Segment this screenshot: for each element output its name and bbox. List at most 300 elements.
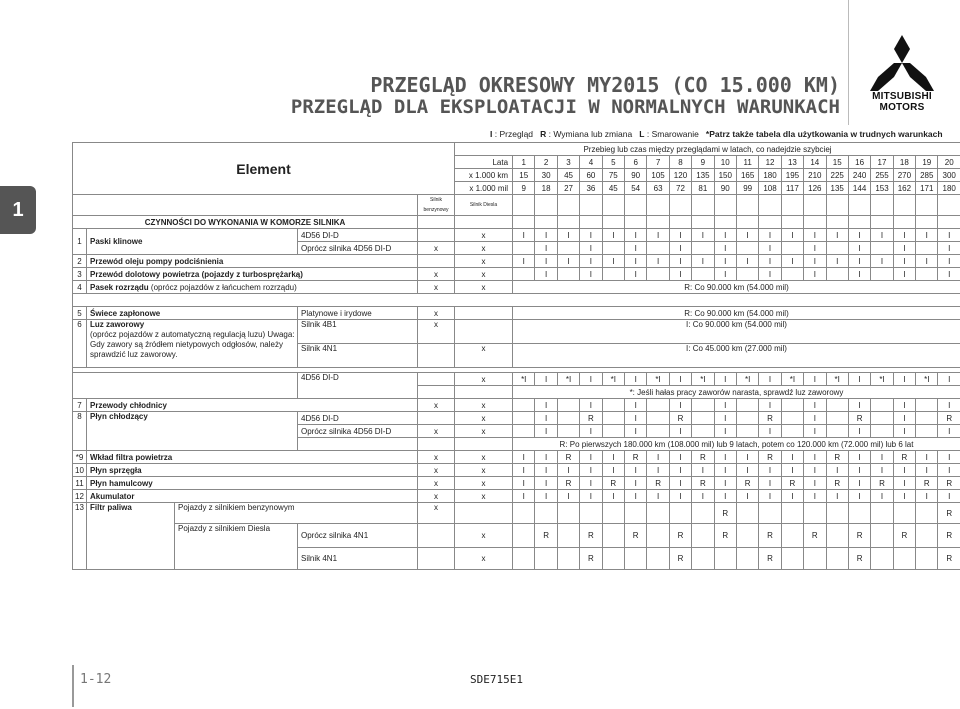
interval-cell: R (848, 412, 870, 425)
interval-cell (557, 399, 579, 412)
interval-cell: *I (692, 373, 714, 386)
blank (692, 216, 714, 229)
table-row (73, 268, 960, 281)
blank (848, 216, 870, 229)
petrol-mark: x (418, 268, 455, 281)
diesel-mark: x (455, 464, 513, 477)
mil-cell: 81 (692, 182, 714, 195)
interval-span: R: Po pierwszych 180.000 km (108.000 mil) lub 9 latach, potem co 120.000 km (72.000 mil) lub 6 lat (513, 438, 960, 451)
diesel-mark: x (455, 255, 513, 268)
interval-cell (669, 503, 691, 524)
brand-name: MITSUBISHI (872, 91, 932, 102)
interval-cell (916, 548, 938, 570)
element-header: Element (73, 143, 455, 195)
year-cell: 19 (916, 156, 938, 169)
km-cell: 135 (692, 169, 714, 182)
km-cell: 45 (557, 169, 579, 182)
interval-cell: R (714, 524, 736, 548)
interval-cell: I (513, 255, 535, 268)
interval-cell: I (535, 451, 557, 464)
interval-cell: I (669, 373, 691, 386)
interval-cell: I (938, 255, 960, 268)
interval-cell: *I (647, 373, 669, 386)
km-cell: 15 (513, 169, 535, 182)
interval-cell: R (759, 524, 781, 548)
blank (455, 386, 513, 399)
year-cell: 7 (647, 156, 669, 169)
interval-cell: I (714, 229, 736, 242)
interval-cell: I (826, 490, 848, 503)
interval-cell (916, 412, 938, 425)
interval-cell: I (669, 229, 691, 242)
interval-cell (871, 425, 893, 438)
interval-cell (692, 524, 714, 548)
interval-cell: I (714, 464, 736, 477)
legend-i-text: : Przegląd (494, 129, 534, 139)
interval-cell: I (938, 268, 960, 281)
interval-cell (893, 503, 915, 524)
interval-cell: R (692, 451, 714, 464)
interval-cell: I (535, 412, 557, 425)
item-name: Przewody chłodnicy (87, 399, 418, 412)
year-cell: 10 (714, 156, 736, 169)
legend-r-key: R (540, 129, 547, 139)
diesel-mark: x (455, 229, 513, 242)
item-sub: Oprócz silnika 4D56 DI-D (298, 425, 418, 438)
interval-cell: I (513, 464, 535, 477)
blank (418, 216, 455, 229)
interval-cell (781, 268, 803, 281)
mil-cell: 54 (625, 182, 647, 195)
interval-cell: I (759, 477, 781, 490)
item-sub: 4D56 DI-D (298, 412, 418, 425)
interval-cell: I (535, 490, 557, 503)
interval-cell (781, 399, 803, 412)
interval-cell (647, 548, 669, 570)
legend-l-key: L (639, 129, 645, 139)
document-code: SDE715E1 (470, 673, 523, 686)
interval-cell: *I (826, 373, 848, 386)
header-divider (848, 0, 849, 125)
blank (736, 195, 758, 216)
interval-cell: R (669, 548, 691, 570)
interval-cell (602, 412, 624, 425)
year-cell: 16 (848, 156, 870, 169)
blank (669, 195, 691, 216)
brand-subname: MOTORS (879, 102, 925, 113)
row-number: 7 (73, 399, 87, 412)
petrol-mark (418, 373, 455, 386)
blank (714, 216, 736, 229)
year-cell: 1 (513, 156, 535, 169)
interval-span: R: Co 90.000 km (54.000 mil) (513, 281, 960, 294)
interval-cell: I (871, 464, 893, 477)
table-row (73, 255, 960, 268)
petrol-label: Silnik benzynowy (418, 195, 455, 216)
interval-cell (804, 548, 826, 570)
interval-cell: I (804, 255, 826, 268)
blank (893, 195, 915, 216)
interval-cell: I (804, 412, 826, 425)
legend-i-key: I (490, 129, 493, 139)
interval-cell: I (871, 451, 893, 464)
interval-cell: I (938, 399, 960, 412)
petrol-mark: x (418, 464, 455, 477)
year-cell: 5 (602, 156, 624, 169)
year-cell: 9 (692, 156, 714, 169)
interval-cell (916, 503, 938, 524)
interval-cell (602, 399, 624, 412)
item-name: Przewód oleju pompy podciśnienia (87, 255, 418, 268)
interval-cell: R (938, 524, 960, 548)
interval-cell: I (557, 229, 579, 242)
interval-cell: R (893, 451, 915, 464)
interval-cell: I (535, 425, 557, 438)
interval-cell (826, 399, 848, 412)
petrol-mark: x (418, 320, 455, 344)
interval-cell: I (669, 425, 691, 438)
interval-cell: I (513, 477, 535, 490)
interval-cell: I (916, 229, 938, 242)
interval-cell (893, 548, 915, 570)
interval-cell: I (893, 268, 915, 281)
petrol-mark: x (418, 490, 455, 503)
interval-cell: I (625, 255, 647, 268)
interval-cell: *I (916, 373, 938, 386)
interval-cell: I (669, 477, 691, 490)
item-sub: Silnik 4B1 (298, 320, 418, 344)
interval-cell: I (580, 477, 602, 490)
interval-cell: I (804, 425, 826, 438)
interval-cell: I (625, 373, 647, 386)
interval-cell: *I (736, 373, 758, 386)
interval-cell (625, 548, 647, 570)
blank (557, 216, 579, 229)
petrol-mark (418, 548, 455, 570)
interval-cell: *I (602, 373, 624, 386)
interval-cell (513, 242, 535, 255)
interval-cell: I (893, 425, 915, 438)
interval-cell: I (580, 242, 602, 255)
blank (625, 216, 647, 229)
interval-cell: I (804, 242, 826, 255)
petrol-mark (418, 229, 455, 242)
interval-cell: R (759, 451, 781, 464)
interval-cell: R (826, 451, 848, 464)
interval-cell: R (781, 477, 803, 490)
blank (513, 195, 535, 216)
interval-cell: I (669, 451, 691, 464)
interval-cell (602, 524, 624, 548)
blank (916, 216, 938, 229)
interval-cell: I (781, 255, 803, 268)
petrol-mark (418, 344, 455, 368)
interval-cell: R (647, 477, 669, 490)
blank (625, 195, 647, 216)
interval-cell: I (804, 490, 826, 503)
interval-cell (647, 399, 669, 412)
km-cell: 150 (714, 169, 736, 182)
row-number: 2 (73, 255, 87, 268)
interval-cell: I (916, 490, 938, 503)
interval-cell (513, 412, 535, 425)
interval-cell: I (669, 255, 691, 268)
interval-cell: I (759, 399, 781, 412)
interval-cell: R (669, 412, 691, 425)
interval-cell: I (602, 255, 624, 268)
interval-cell (647, 242, 669, 255)
brand-logo (866, 35, 938, 113)
interval-cell: I (714, 451, 736, 464)
item-name: Płyn chłodzący (87, 412, 298, 451)
diesel-mark: x (455, 548, 513, 570)
interval-cell: I (736, 490, 758, 503)
interval-cell: I (826, 229, 848, 242)
interval-cell: I (893, 412, 915, 425)
interval-cell (826, 242, 848, 255)
interval-cell: I (714, 490, 736, 503)
interval-cell: I (580, 425, 602, 438)
interval-cell (826, 524, 848, 548)
interval-cell (736, 268, 758, 281)
interval-cell: I (938, 464, 960, 477)
blank (893, 216, 915, 229)
blank (736, 216, 758, 229)
interval-cell: I (804, 373, 826, 386)
interval-cell: I (714, 477, 736, 490)
interval-cell (647, 503, 669, 524)
interval-cell (826, 412, 848, 425)
interval-cell: I (893, 477, 915, 490)
blank (759, 195, 781, 216)
mil-cell: 135 (826, 182, 848, 195)
diesel-mark: x (455, 477, 513, 490)
mil-cell: 27 (557, 182, 579, 195)
interval-cell (513, 548, 535, 570)
interval-cell (513, 503, 535, 524)
interval-cell (513, 425, 535, 438)
interval-cell: I (781, 490, 803, 503)
item-name: Przewód dolotowy powietrza (pojazdy z turbosprężarką) (87, 268, 418, 281)
item-name-rest: (oprócz pojazdów z łańcuchem rozrządu) (148, 282, 297, 292)
interval-cell: R (759, 548, 781, 570)
interval-cell: I (535, 373, 557, 386)
row-number: 5 (73, 307, 87, 320)
page-number: 1-12 (80, 672, 112, 687)
km-cell: 60 (580, 169, 602, 182)
interval-cell (513, 399, 535, 412)
interval-cell: I (736, 255, 758, 268)
interval-cell: I (580, 373, 602, 386)
interval-cell (736, 242, 758, 255)
petrol-mark: x (418, 451, 455, 464)
interval-cell: I (781, 464, 803, 477)
item-sub: Platynowe i irydowe (298, 307, 418, 320)
item-sub: Oprócz silnika 4N1 (298, 524, 418, 548)
interval-cell (916, 524, 938, 548)
interval-cell: I (625, 490, 647, 503)
year-cell: 12 (759, 156, 781, 169)
interval-cell: I (804, 477, 826, 490)
legend-r-text: : Wymiana lub zmiana (548, 129, 633, 139)
interval-cell (871, 242, 893, 255)
row-number: 1 (73, 229, 87, 255)
row-number: 11 (73, 477, 87, 490)
interval-cell: I (893, 229, 915, 242)
mil-cell: 90 (714, 182, 736, 195)
interval-cell (826, 268, 848, 281)
item-sub: Silnik 4N1 (298, 548, 418, 570)
legend (490, 129, 943, 139)
interval-cell: I (938, 242, 960, 255)
km-cell: 285 (916, 169, 938, 182)
blank (826, 195, 848, 216)
blank (916, 195, 938, 216)
interval-cell: I (916, 255, 938, 268)
diesel-mark: x (455, 412, 513, 425)
interval-cell (647, 268, 669, 281)
interval-cell: I (714, 412, 736, 425)
interval-cell (736, 548, 758, 570)
three-diamonds-icon (870, 35, 934, 91)
interval-cell (826, 548, 848, 570)
page-title: PRZEGLĄD OKRESOWY MY2015 (CO 15.000 KM) (370, 73, 840, 97)
interval-cell (871, 524, 893, 548)
item-description: (oprócz pojazdów z automatyczną regulacją luzu) Uwaga: Gdy zawory są źródłem nietypowych odgłosów, należy sprawdzić luz zaworowy. (90, 330, 295, 359)
diesel-mark: x (455, 451, 513, 464)
interval-cell (692, 425, 714, 438)
interval-span: R: Co 90.000 km (54.000 mil) (513, 307, 960, 320)
interval-cell (736, 412, 758, 425)
km-cell: 240 (848, 169, 870, 182)
interval-cell: I (557, 255, 579, 268)
km-cell: 210 (804, 169, 826, 182)
interval-cell: I (625, 242, 647, 255)
interval-cell (781, 503, 803, 524)
blank (647, 195, 669, 216)
row-number: *9 (73, 451, 87, 464)
interval-cell: I (804, 464, 826, 477)
blank (692, 195, 714, 216)
interval-cell: R (826, 477, 848, 490)
interval-cell: R (625, 451, 647, 464)
interval-cell: I (736, 451, 758, 464)
item-sub: Pojazdy z silnikiem benzynowym (175, 503, 418, 524)
interval-cell (557, 425, 579, 438)
table-row (73, 477, 960, 490)
interval-cell: I (893, 373, 915, 386)
interval-cell: I (625, 477, 647, 490)
interval-cell: I (513, 451, 535, 464)
interval-cell: I (736, 229, 758, 242)
interval-cell: I (871, 255, 893, 268)
interval-cell: R (669, 524, 691, 548)
interval-cell: I (848, 451, 870, 464)
interval-cell (647, 412, 669, 425)
interval-cell: I (692, 464, 714, 477)
diesel-mark: x (455, 524, 513, 548)
interval-cell (692, 399, 714, 412)
interval-cell: I (535, 268, 557, 281)
interval-cell (692, 548, 714, 570)
interval-cell: I (535, 464, 557, 477)
interval-cell: I (625, 268, 647, 281)
diesel-mark (455, 307, 513, 320)
diesel-mark: x (455, 268, 513, 281)
page-subtitle: PRZEGLĄD DLA EKSPLOATACJI W NORMALNYCH WARUNKACH (290, 96, 840, 118)
interval-cell: I (625, 399, 647, 412)
years-label: Lata (455, 156, 513, 169)
blank (513, 216, 535, 229)
item-sub: Silnik 4N1 (298, 344, 418, 368)
interval-cell (781, 548, 803, 570)
mil-cell: 162 (893, 182, 915, 195)
engine-type-row (73, 195, 960, 216)
interval-cell: I (669, 399, 691, 412)
interval-cell (736, 503, 758, 524)
interval-cell (826, 503, 848, 524)
spacer (73, 294, 960, 307)
interval-cell: R (938, 548, 960, 570)
year-cell: 11 (736, 156, 758, 169)
interval-cell: R (580, 524, 602, 548)
interval-cell (916, 242, 938, 255)
interval-cell: I (848, 242, 870, 255)
km-cell: 180 (759, 169, 781, 182)
interval-cell: I (848, 229, 870, 242)
interval-cell: I (625, 464, 647, 477)
petrol-mark: x (418, 281, 455, 294)
year-cell: 15 (826, 156, 848, 169)
blank (938, 195, 960, 216)
interval-cell: I (692, 255, 714, 268)
item-name: Wkład filtra powietrza (87, 451, 418, 464)
interval-cell: I (848, 464, 870, 477)
item-sub: Pojazdy z silnikiem Diesla (175, 524, 298, 570)
interval-cell: I (602, 464, 624, 477)
interval-cell (647, 524, 669, 548)
interval-cell: R (602, 477, 624, 490)
year-cell: 6 (625, 156, 647, 169)
interval-cell (602, 242, 624, 255)
table-row (73, 320, 960, 344)
interval-cell: I (580, 490, 602, 503)
interval-cell: R (625, 524, 647, 548)
interval-cell: *I (871, 373, 893, 386)
blank (714, 195, 736, 216)
interval-cell: R (535, 524, 557, 548)
interval-cell: I (848, 268, 870, 281)
year-cell: 20 (938, 156, 960, 169)
mil-cell: 63 (647, 182, 669, 195)
interval-cell: R (893, 524, 915, 548)
interval-cell (871, 268, 893, 281)
table-row (73, 229, 960, 242)
interval-cell: R (871, 477, 893, 490)
interval-cell: I (804, 399, 826, 412)
interval-cell: I (580, 255, 602, 268)
interval-cell: I (938, 229, 960, 242)
petrol-mark (418, 412, 455, 425)
interval-cell: R (580, 412, 602, 425)
interval-cell (557, 242, 579, 255)
year-cell: 3 (557, 156, 579, 169)
interval-cell: I (826, 255, 848, 268)
blank (759, 216, 781, 229)
year-cell: 2 (535, 156, 557, 169)
mil-cell: 99 (736, 182, 758, 195)
interval-cell (781, 524, 803, 548)
